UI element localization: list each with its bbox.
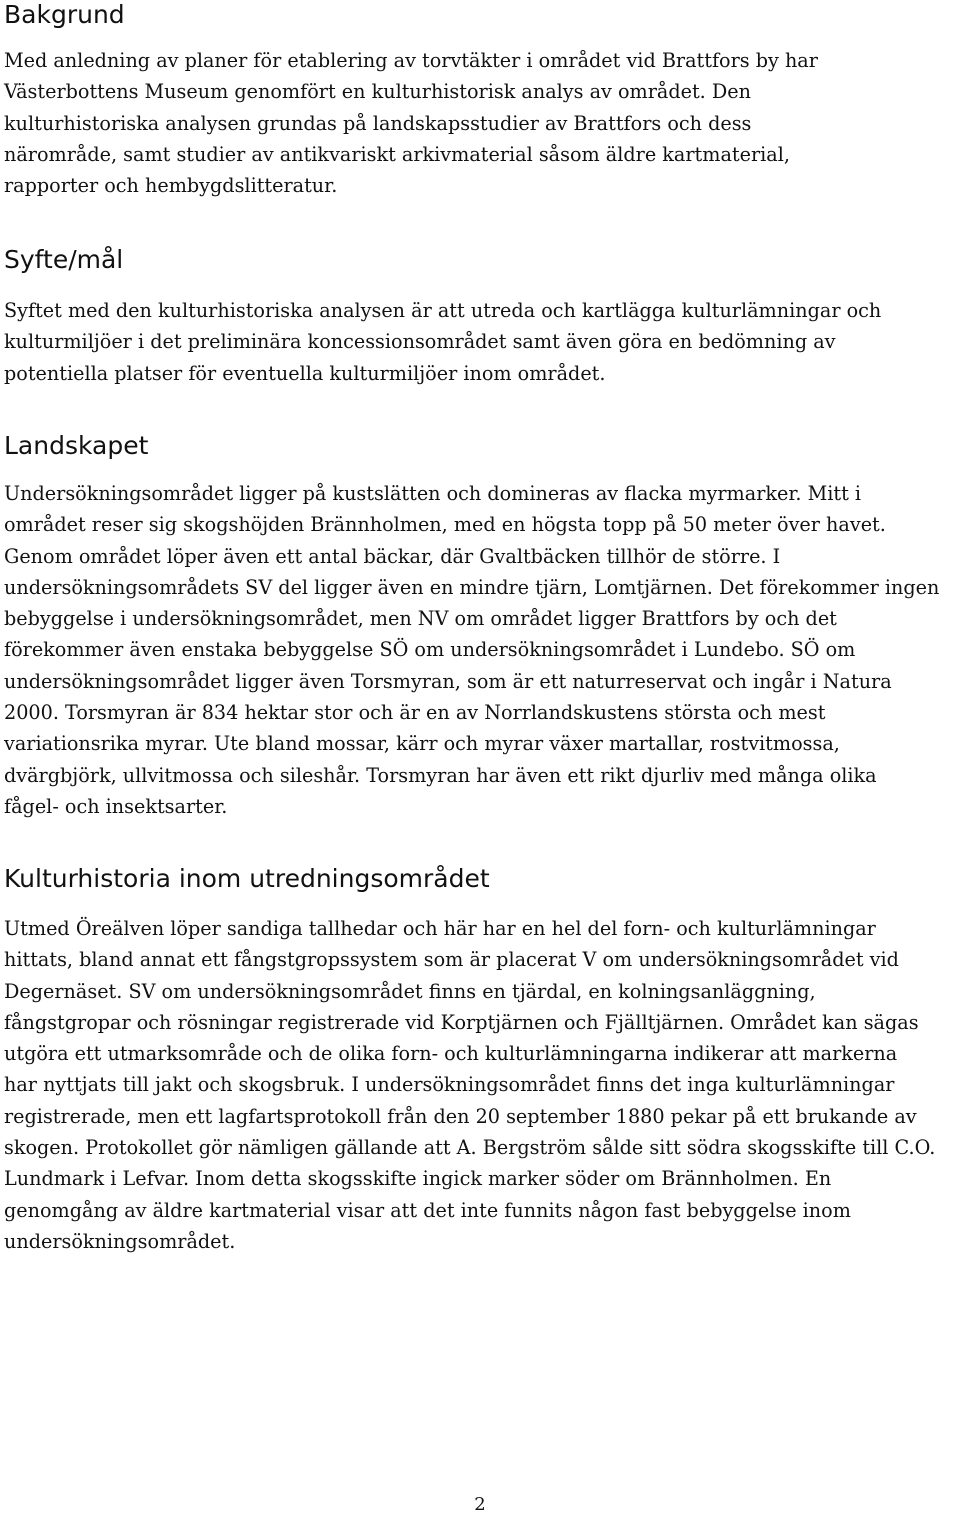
text-line: Med anledning av planer för etablering av torvtäkter i området vid Brattfors by har	[4, 49, 818, 72]
text-line: dvärgbjörk, ullvitmossa och sileshår. Torsmyran har även ett rikt djurliv med många olika	[4, 763, 877, 787]
text-line: kulturhistoriska analysen grundas på landskapsstudier av Brattfors och dess	[4, 111, 752, 135]
text-line: Utmed Öreälven löper sandiga tallhedar och här har en hel del forn- och kulturlämningar	[4, 917, 876, 940]
text-line: undersökningsområdet.	[4, 1229, 236, 1253]
text-line: Undersökningsområdet ligger på kustslätten och domineras av flacka myrmarker. Mitt i	[4, 482, 862, 505]
paragraph-bakgrund	[4, 45, 954, 201]
text-line: närområde, samt studier av antikvariskt arkivmaterial såsom äldre kartmaterial,	[4, 142, 790, 166]
paragraph-landskapet	[4, 478, 954, 822]
text-line: variationsrika myrar. Ute bland mossar, kärr och myrar växer martallar, rostvitmossa,	[4, 732, 840, 756]
heading-landskapet: Landskapet	[4, 431, 149, 460]
heading-kulturhistoria: Kulturhistoria inom utredningsområdet	[4, 864, 490, 893]
text-line: förekommer även enstaka bebyggelse SÖ om undersökningsområdet i Lundebo. SÖ om	[4, 638, 856, 662]
text-line: 2000. Torsmyran är 834 hektar stor och är en av Norrlandskustens största och mest	[4, 701, 826, 725]
text-line: hittats, bland annat ett fångstgropssystem som är placerat V om undersökningsområdet vid	[4, 948, 899, 972]
text-line: fångstgropar och rösningar registrerade vid Korptjärnen och Fjälltjärnen. Området kan sägas	[4, 1010, 919, 1034]
paragraph-syfte-mal	[4, 295, 954, 389]
text-line: fågel- och insektsarter.	[4, 794, 228, 818]
text-line: utgöra ett utmarksområde och de olika forn- och kulturlämningarna indikerar att markerna	[4, 1042, 898, 1066]
text-line: området reser sig skogshöjden Brännholmen, med en högsta topp på 50 meter över havet.	[4, 513, 886, 537]
text-line: bebyggelse i undersökningsområdet, men NV om området ligger Brattfors by och det	[4, 607, 837, 631]
text-line: genomgång av äldre kartmaterial visar att det inte funnits någon fast bebyggelse inom	[4, 1198, 851, 1222]
text-line: Syftet med den kulturhistoriska analysen är att utreda och kartlägga kulturlämningar och	[4, 299, 882, 322]
page-number: 2	[474, 1494, 486, 1515]
text-line: Lundmark i Lefvar. Inom detta skogsskifte ingick marker söder om Brännholmen. En	[4, 1167, 832, 1191]
text-line: undersökningsområdet ligger även Torsmyran, som är ett naturreservat och ingår i Natura	[4, 669, 892, 693]
heading-bakgrund: Bakgrund	[4, 0, 125, 29]
text-line: rapporter och hembygdslitteratur.	[4, 174, 338, 198]
text-line: kulturmiljöer i det preliminära koncessionsområdet samt även göra en bedömning av	[4, 330, 836, 354]
paragraph-kulturhistoria	[4, 913, 954, 1257]
text-line: undersökningsområdets SV del ligger även en mindre tjärn, Lomtjärnen. Det förekommer ingen	[4, 575, 940, 599]
text-line: Genom området löper även ett antal bäckar, där Gvaltbäcken tillhör de större. I	[4, 544, 781, 568]
text-line: Västerbottens Museum genomfört en kulturhistorisk analys av området. Den	[4, 80, 751, 104]
text-line: registrerade, men ett lagfartsprotokoll från den 20 september 1880 pekar på ett brukande av	[4, 1104, 917, 1128]
heading-syfte-mal: Syfte/mål	[4, 245, 124, 274]
text-line: har nyttjats till jakt och skogsbruk. I undersökningsområdet finns det inga kulturlämningar	[4, 1073, 895, 1097]
text-line: skogen. Protokollet gör nämligen gällande att A. Bergström sålde sitt södra skogsskifte till C.O.	[4, 1136, 936, 1160]
text-line: potentiella platser för eventuella kulturmiljöer inom området.	[4, 361, 606, 385]
text-line: Degernäset. SV om undersökningsområdet finns en tjärdal, en kolningsanläggning,	[4, 979, 816, 1003]
